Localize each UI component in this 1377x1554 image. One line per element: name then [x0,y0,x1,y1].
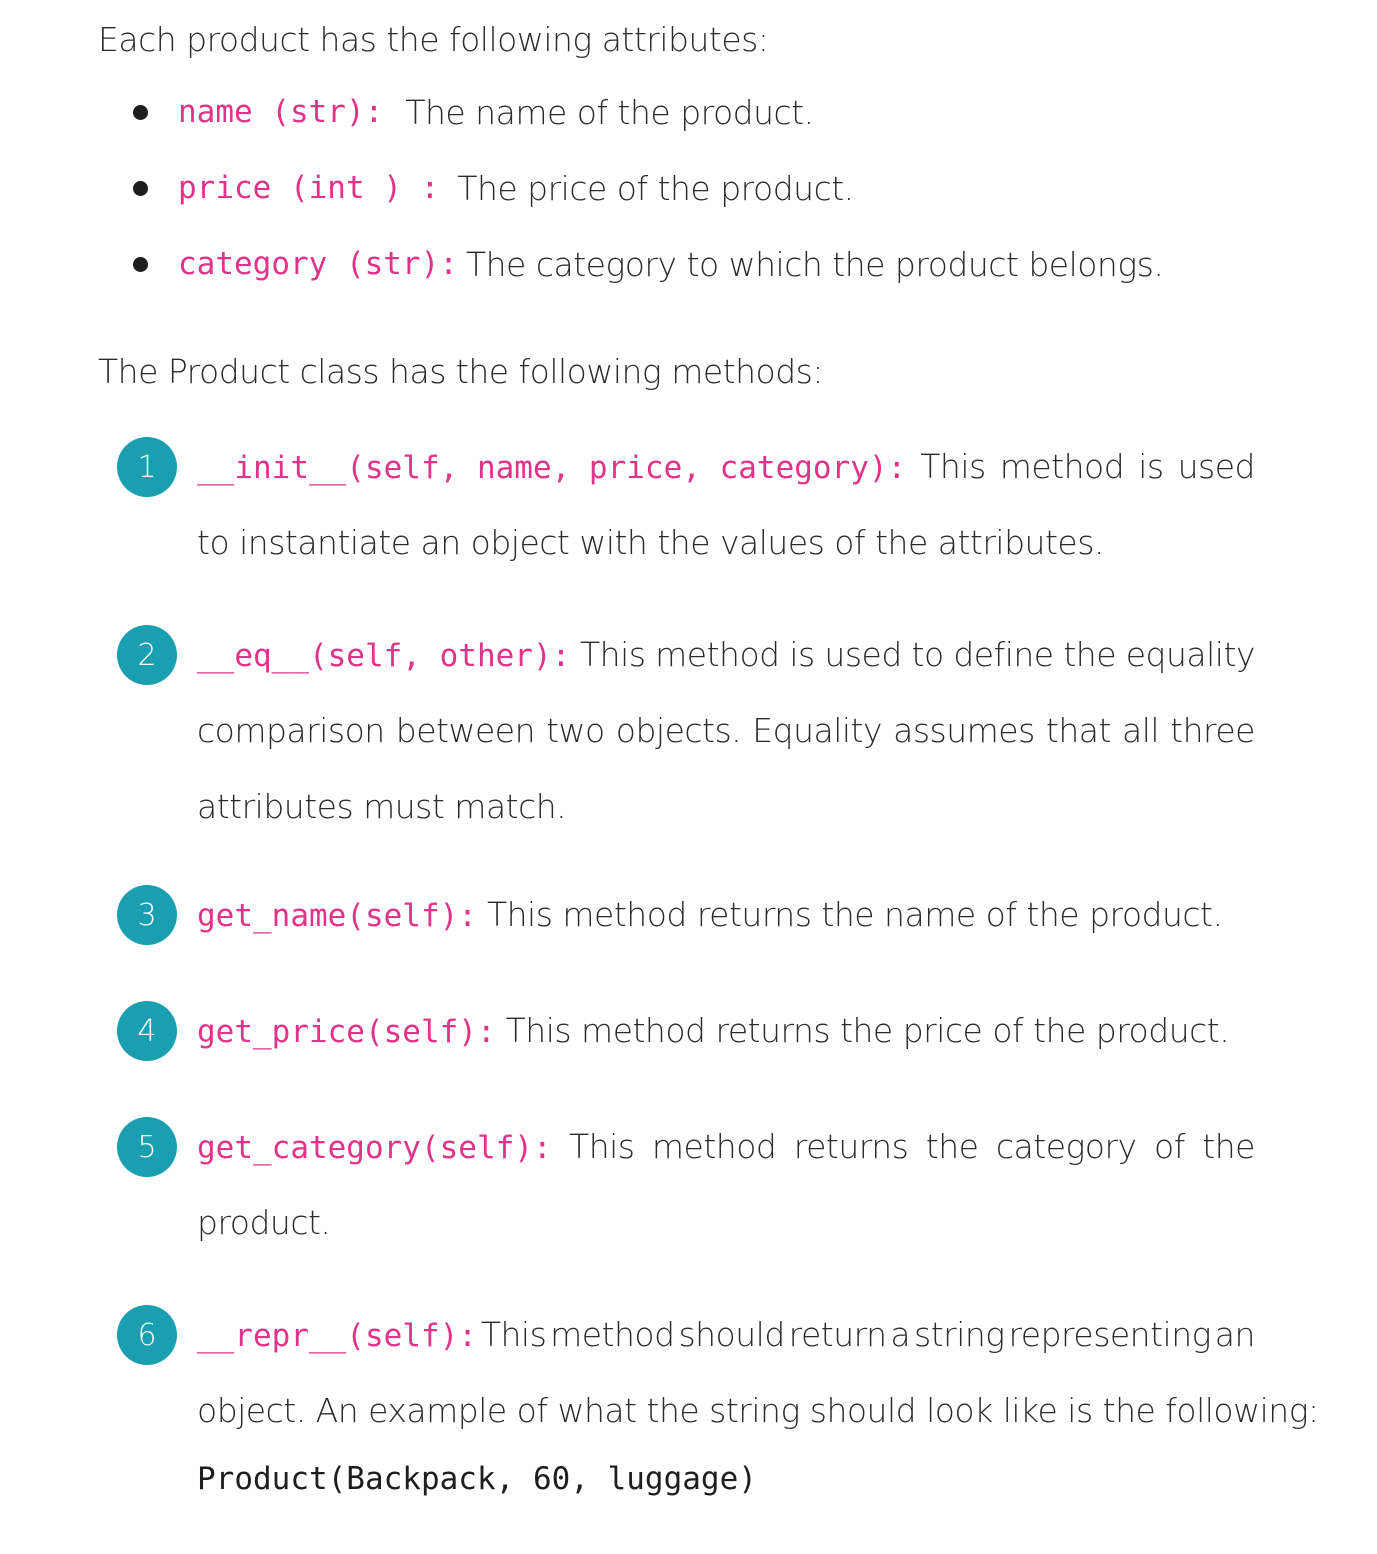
method-line [197,1305,1255,1381]
method-line [197,885,1255,961]
repr-example-code: Product(Backpack, 60, luggage) [197,1461,757,1497]
number-badge: 5 [117,1117,177,1177]
method-line [197,437,1255,513]
attribute-description: The price of the product. [457,168,854,208]
word: should [678,1315,785,1354]
word: Equality [752,711,883,750]
word: between [395,711,535,750]
word: used [1177,447,1255,486]
attribute-code: category (str): [178,246,458,282]
number-badge: 6 [117,1305,177,1365]
method-line [197,1193,1255,1269]
method-description: attributes must match. [197,787,567,826]
word: equality [1125,635,1255,674]
method-line [197,1001,1255,1077]
method-line [197,1117,1255,1193]
method-description: This method returns the name of the product. [486,895,1223,934]
number-badge: 4 [117,1001,177,1061]
word: assumes [893,711,1035,750]
method-body [197,625,1255,853]
word: This [480,1315,547,1354]
word: method [655,635,780,674]
word: an [1214,1315,1255,1354]
word: that [1045,711,1111,750]
word: all [1121,711,1160,750]
number-badge: 3 [117,885,177,945]
method-signature: __init__(self, name, price, category): [197,450,907,486]
method-description: product. [197,1203,331,1242]
method-body [197,885,1255,961]
word: used [824,635,902,674]
word: is [1138,447,1164,486]
methods-intro: The Product class has the following methods: [98,352,823,391]
word: the [1063,635,1117,674]
word: representing [1008,1315,1211,1354]
word: string [914,1315,1005,1354]
word: two [546,711,605,750]
attribute-code: price (int ) : [178,170,440,206]
attribute-item-category [133,244,1163,284]
word: method [999,447,1125,486]
word: three [1170,711,1255,750]
attribute-item-price [133,168,854,208]
word: a [890,1315,911,1354]
word: This [580,635,646,674]
word: the [1202,1127,1255,1166]
method-line [197,1381,1319,1457]
method-signature: get_category(self): [197,1130,552,1166]
word: is [789,635,815,674]
number-badge: 2 [117,625,177,685]
word: This [569,1127,635,1166]
bullet-icon [133,257,148,272]
method-signature: get_name(self): [197,898,477,934]
method-body [197,1305,1319,1509]
method-line [197,701,1255,777]
word: define [953,635,1054,674]
method-description: to instantiate an object with the values of the attributes. [197,523,1104,562]
word: to [911,635,944,674]
word: category [995,1127,1137,1166]
method-line [197,513,1255,589]
method-body [197,1001,1255,1077]
method-signature: get_price(self): [197,1014,496,1050]
attribute-code: name (str): [178,94,384,130]
word: objects. [615,711,742,750]
attribute-description: The name of the product. [405,92,814,132]
word: This [920,447,986,486]
method-line [197,625,1255,701]
word: the [925,1127,979,1166]
method-signature: __eq__(self, other): [197,638,571,674]
method-body [197,437,1255,589]
method-line [197,777,1255,853]
method-line [197,1449,1255,1509]
attribute-item-name [133,92,814,132]
attribute-description: The category to which the product belongs. [465,244,1164,284]
method-body [197,1117,1255,1269]
attributes-intro: Each product has the following attributes: [98,20,769,59]
word: of [1154,1127,1185,1166]
word: method [550,1315,675,1354]
bullet-icon [133,105,148,120]
word: returns [793,1127,909,1166]
bullet-icon [133,181,148,196]
method-description: object. An example of what the string should look like is the following: [197,1391,1319,1430]
method-description: This method returns the price of the product. [505,1011,1230,1050]
method-signature: __repr__(self): [197,1318,477,1354]
word: method [651,1127,777,1166]
word: return [788,1315,887,1354]
number-badge: 1 [117,437,177,497]
word: comparison [197,711,385,750]
